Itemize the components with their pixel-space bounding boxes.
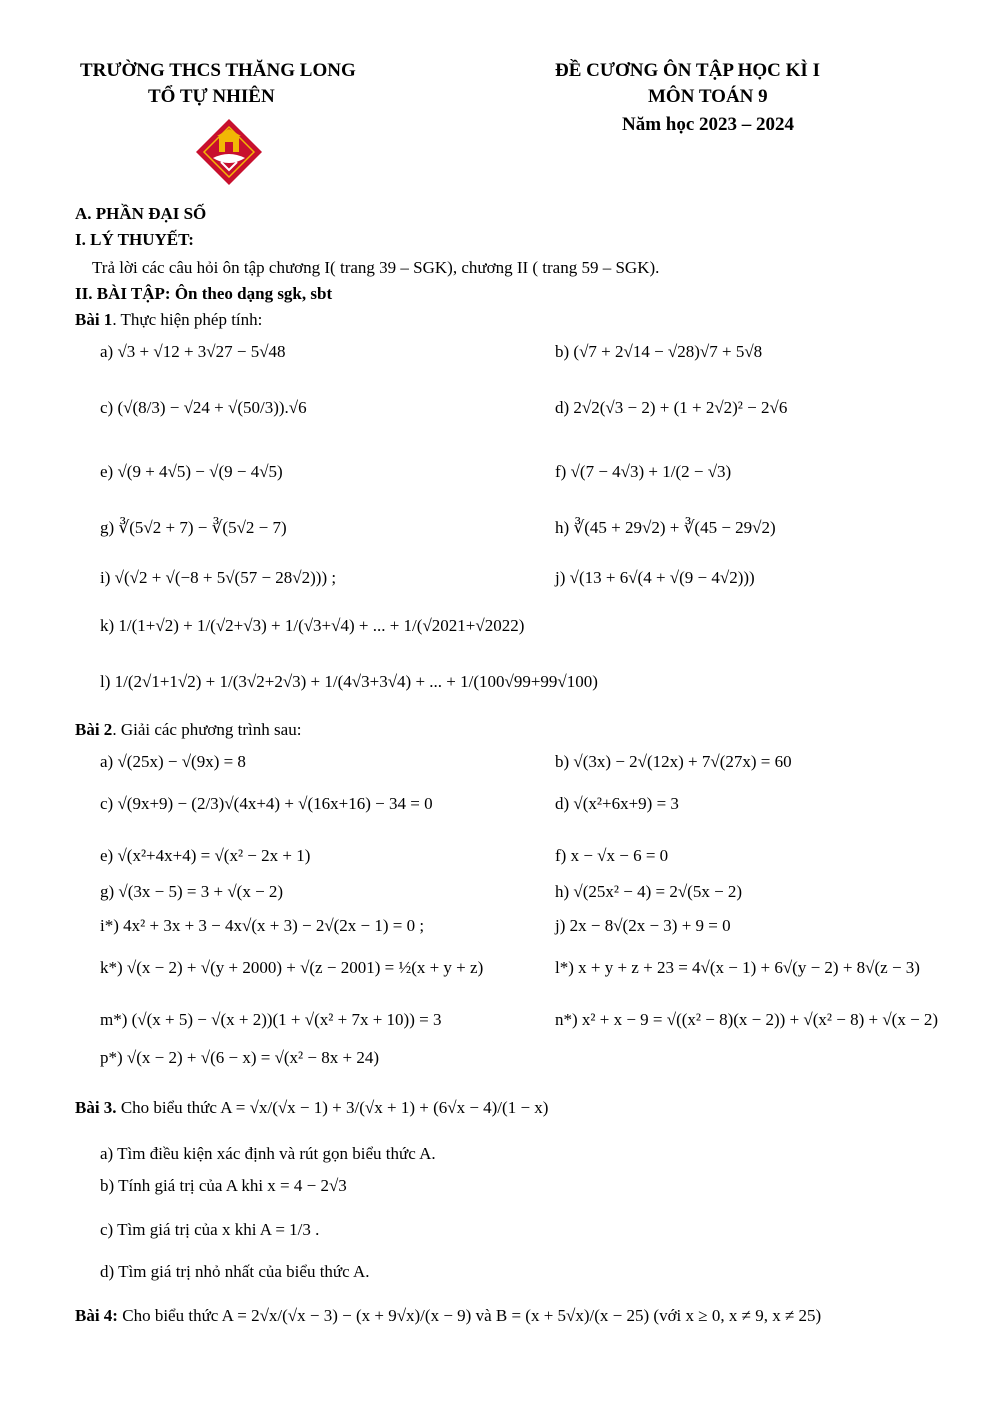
bai3-expression: Cho biểu thức A = √x/(√x − 1) + 3/(√x + 1) + (6√x − 4)/(1 − x): [120, 1098, 549, 1117]
school-name: TRƯỜNG THCS THĂNG LONG: [80, 60, 356, 81]
bai1-item-a: a) √3 + √12 + 3√27 − 5√48: [100, 342, 286, 361]
bai3-item-c: c) Tìm giá trị của x khi A = 1/3 .: [100, 1220, 320, 1239]
bai1-item-g: g) ∛(5√2 + 7) − ∛(5√2 − 7): [100, 518, 287, 537]
bai3-label: Bài 3.: [75, 1098, 117, 1117]
bai2-item-i: i*) 4x² + 3x + 3 − 4x√(x + 3) − 2√(2x − 1) = 0 ;: [100, 916, 425, 935]
bai1-item-l: l) 1/(2√1+1√2) + 1/(3√2+2√3) + 1/(4√3+3√4) + ... + 1/(100√99+99√100): [100, 672, 598, 691]
bai2-item-e: e) √(x²+4x+4) = √(x² − 2x + 1): [100, 846, 311, 865]
bai2-item-l: l*) x + y + z + 23 = 4√(x − 1) + 6√(y − 2) + 8√(z − 3): [555, 958, 920, 977]
bai3-item-d: d) Tìm giá trị nhỏ nhất của biểu thức A.: [100, 1262, 370, 1281]
bai1-item-k: k) 1/(1+√2) + 1/(√2+√3) + 1/(√3+√4) + ... + 1/(√2021+√2022): [100, 616, 525, 635]
bai4-label: Bài 4:: [75, 1306, 118, 1325]
bai1-item-h: h) ∛(45 + 29√2) + ∛(45 − 29√2): [555, 518, 776, 537]
theory-heading: I. LÝ THUYẾT:: [75, 230, 194, 249]
school-logo: [195, 118, 263, 186]
bai2-item-f: f) x − √x − 6 = 0: [555, 846, 669, 865]
bai1-label: Bài 1: [75, 310, 113, 329]
bai2-heading: [75, 720, 301, 740]
bai2-item-p: p*) √(x − 2) + √(6 − x) = √(x² − 8x + 24): [100, 1048, 379, 1067]
bai1-item-f: f) √(7 − 4√3) + 1/(2 − √3): [555, 462, 732, 481]
bai1-item-j: j) √(13 + 6√(4 + √(9 − 4√2))): [555, 568, 755, 587]
bai3-heading: [75, 1098, 548, 1118]
bai2-item-h: h) √(25x² − 4) = 2√(5x − 2): [555, 882, 743, 901]
exercises-heading: II. BÀI TẬP: Ôn theo dạng sgk, sbt: [75, 284, 333, 303]
department-name: TỔ TỰ NHIÊN: [148, 86, 275, 107]
bai3-item-a: a) Tìm điều kiện xác định và rút gọn biểu thức A.: [100, 1144, 436, 1163]
bai2-item-b: b) √(3x) − 2√(12x) + 7√(27x) = 60: [555, 752, 792, 771]
bai2-item-m: m*) (√(x + 5) − √(x + 2))(1 + √(x² + 7x + 10)) = 3: [100, 1010, 442, 1029]
bai1-item-i: i) √(√2 + √(−8 + 5√(57 − 28√2))) ;: [100, 568, 337, 587]
bai2-item-n: n*) x² + x − 9 = √((x² − 8)(x − 2)) + √(x² − 8) + √(x − 2): [555, 1010, 939, 1029]
school-year: Năm học 2023 – 2024: [622, 114, 795, 135]
bai1-heading: [75, 310, 262, 330]
bai2-label: Bài 2: [75, 720, 113, 739]
bai2-item-a: a) √(25x) − √(9x) = 8: [100, 752, 246, 771]
bai2-item-c: c) √(9x+9) − (2/3)√(4x+4) + √(16x+16) − 34 = 0: [100, 794, 433, 813]
bai1-item-b: b) (√7 + 2√14 − √28)√7 + 5√8: [555, 342, 763, 361]
subject-name: MÔN TOÁN 9: [648, 86, 768, 107]
bai1-item-c: c) (√(8/3) − √24 + √(50/3)).√6: [100, 398, 307, 417]
theory-text: Trả lời các câu hỏi ôn tập chương I( trang 39 – SGK), chương II ( trang 59 – SGK).: [92, 258, 660, 277]
bai2-item-j: j) 2x − 8√(2x − 3) + 9 = 0: [555, 916, 731, 935]
bai2-item-d: d) √(x²+6x+9) = 3: [555, 794, 679, 813]
bai1-item-e: e) √(9 + 4√5) − √(9 − 4√5): [100, 462, 283, 481]
bai3-item-b: b) Tính giá trị của A khi x = 4 − 2√3: [100, 1176, 347, 1195]
bai1-item-d: d) 2√2(√3 − 2) + (1 + 2√2)² − 2√6: [555, 398, 788, 417]
bai4-expression: Cho biểu thức A = 2√x/(√x − 3) − (x + 9√x)/(x − 9) và B = (x + 5√x)/(x − 25) (với x ≥ 0, x ≠ 9, x ≠ 25): [122, 1306, 822, 1325]
document-title: ĐỀ CƯƠNG ÔN TẬP HỌC KÌ I: [555, 60, 820, 81]
bai1-text: . Thực hiện phép tính:: [112, 310, 263, 329]
bai2-item-k: k*) √(x − 2) + √(y + 2000) + √(z − 2001) = ½(x + y + z): [100, 958, 484, 977]
part-a-heading: A. PHẦN ĐẠI SỐ: [75, 204, 207, 223]
bai2-item-g: g) √(3x − 5) = 3 + √(x − 2): [100, 882, 284, 901]
bai2-text: . Giải các phương trình sau:: [112, 720, 302, 739]
bai4-heading: [75, 1306, 821, 1326]
